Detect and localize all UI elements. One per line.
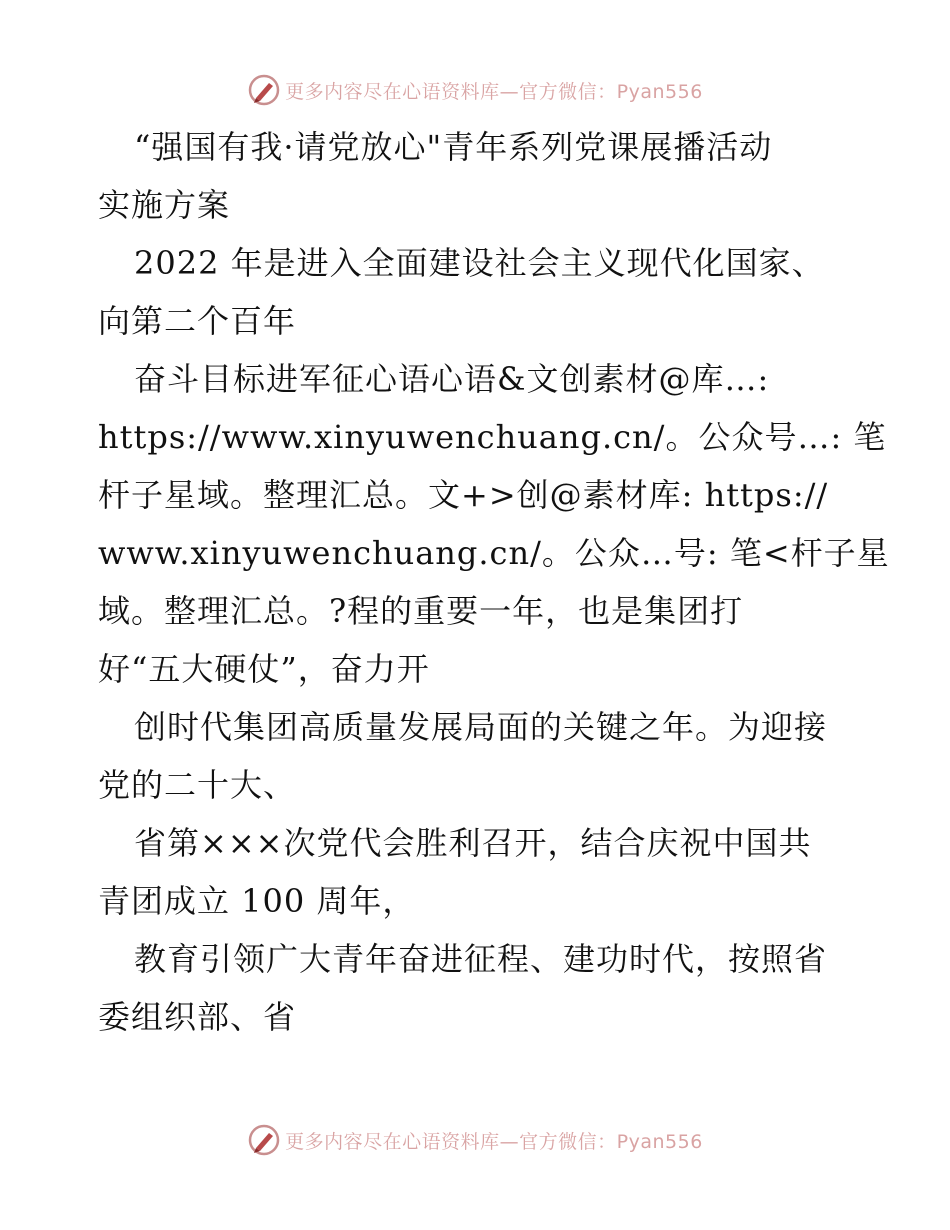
paragraph-line: 杆子星域。整理汇总。文+>创@素材库: https:// xyxy=(98,476,829,514)
paragraph-line: 域。整理汇总。?程的重要一年，也是集团打 xyxy=(98,592,744,630)
document-body xyxy=(98,118,890,1046)
paragraph-line: 委组织部、省 xyxy=(98,998,297,1036)
header-wechat-label: 官方微信：Pyan556 xyxy=(519,80,703,103)
paragraph-line: 好“五大硬仗”，奋力开 xyxy=(98,650,430,688)
paragraph-line: https://www.xinyuwenchuang.cn/。公众号…: 笔 xyxy=(98,418,887,456)
footer-text xyxy=(285,1127,703,1154)
paragraph-line: www.xinyuwenchuang.cn/。公众…号: 笔<杆子星 xyxy=(98,534,890,572)
header-separator: — xyxy=(499,80,520,103)
title-line-1: “强国有我·请党放心"青年系列党课展播活动 xyxy=(134,128,773,166)
footer-wechat-label: 官方微信：Pyan556 xyxy=(519,1130,703,1153)
footer-banner xyxy=(0,1120,950,1160)
paragraph-line: 省第×××次党代会胜利召开，结合庆祝中国共 xyxy=(134,824,812,862)
paragraph-line: 2022 年是进入全面建设社会主义现代化国家、 xyxy=(134,244,825,282)
footer-site-label: 更多内容尽在心语资料库 xyxy=(285,1130,500,1153)
paragraph-line: 教育引领广大青年奋进征程、建功时代，按照省 xyxy=(134,940,828,978)
header-text xyxy=(285,77,703,104)
header-site-label: 更多内容尽在心语资料库 xyxy=(285,80,500,103)
header-banner xyxy=(0,70,950,110)
pen-logo-icon xyxy=(247,1123,281,1157)
paragraph-line: 奋斗目标进军征心语心语&文创素材@库…: xyxy=(134,360,770,398)
paragraph-line: 向第二个百年 xyxy=(98,302,297,340)
paragraph-line: 创时代集团高质量发展局面的关键之年。为迎接 xyxy=(134,708,828,746)
footer-separator: — xyxy=(499,1130,520,1153)
pen-logo-icon xyxy=(247,73,281,107)
paragraph-line: 青团成立 100 周年， xyxy=(98,882,416,920)
paragraph-line: 党的二十大、 xyxy=(98,766,297,804)
title-line-2: 实施方案 xyxy=(98,186,231,224)
